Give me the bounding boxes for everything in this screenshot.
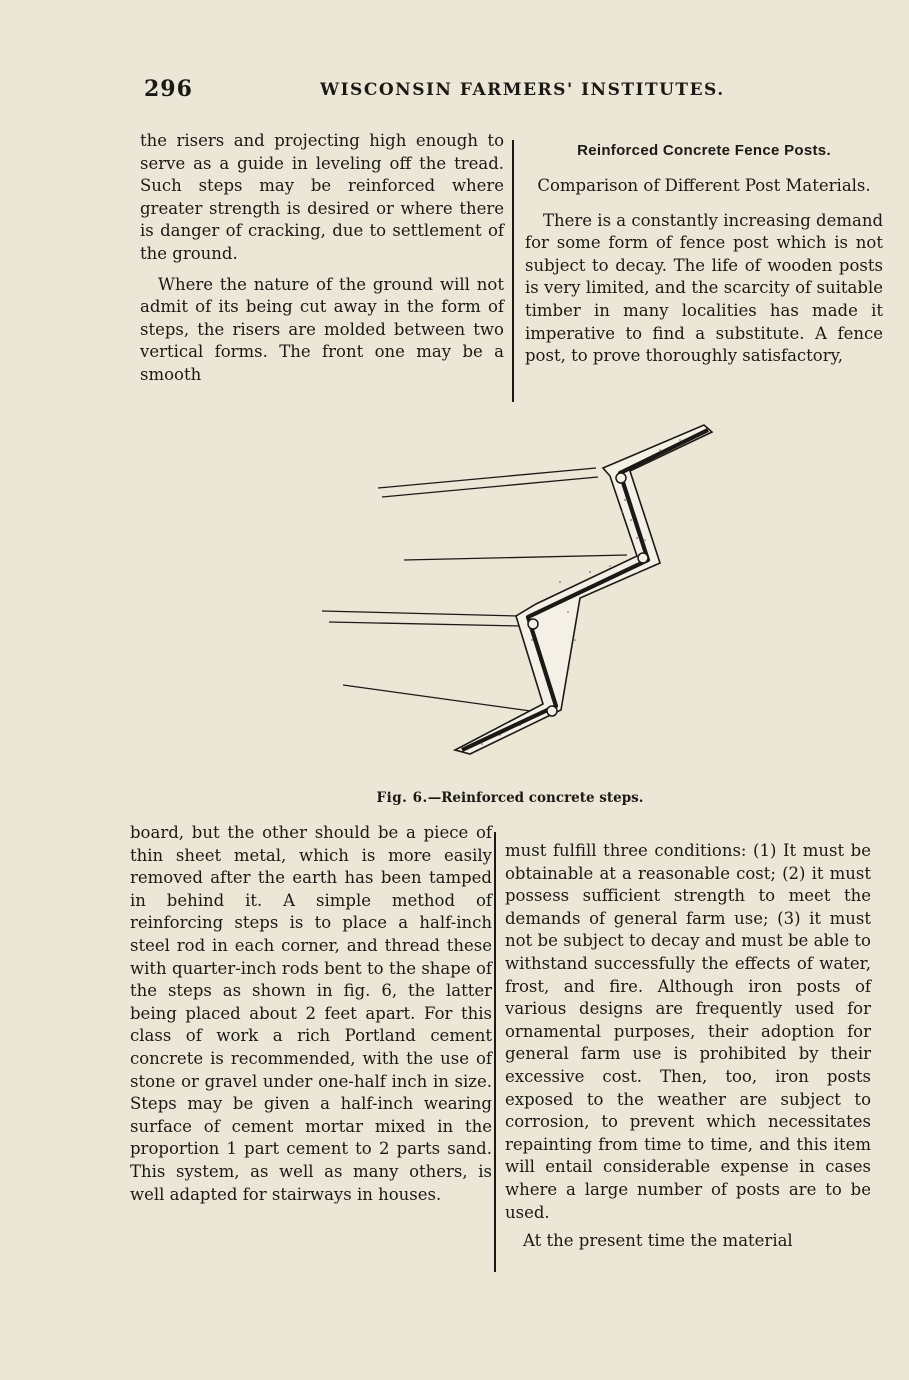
section-heading: Reinforced Concrete Fence Posts. [577,142,831,159]
corner-rod [547,706,557,716]
corner-rod [616,473,626,483]
paragraph: must fulfill three conditions: (1) It must be obtainable at a reasonable cost; (2) it must possess sufficient strength to meet the demands of general farm use; (3) it must not be subject to decay and must be able to withstand successfully the effects of water, frost, and fire. Although iron posts of various designs are frequently used for ornamental purposes, their adoption for general farm use is prohibited by their excessive cost. Then, too, iron posts exposed to the weather are subject to corrosion, to prevent which necessitates repainting from time to time, and this item will entail considerable expense in cases where a large number of posts are to be used. [505,841,871,1222]
earth-line [329,622,521,626]
column-divider [494,832,496,1272]
earth-line [322,611,519,616]
bottom-right-column [505,840,871,1253]
page-header [140,76,740,110]
paragraph: Where the nature of the ground will not admit of its being cut away in the form of steps, the risers are molded between two vertical forms. The front one may be a smooth [140,274,504,384]
bottom-left-column [130,822,492,1206]
figure-label: Fig. 6. [376,790,428,806]
running-title: WISCONSIN FARMERS' INSTITUTES. [320,80,725,100]
corner-rod [638,553,648,563]
paragraph: There is a constantly increasing demand for some form of fence post which is not subject to decay. The life of wooden posts is very limited, and the scarcity of suitable timber in many localities has made it imperative to find a substitute. A fence post, to prove thoroughly satisfactory, [525,210,884,366]
earth-line [378,468,596,488]
paragraph: board, but the other should be a piece of thin sheet metal, which is more easily removed after the earth has been tamped in behind it. A simple method of reinforcing steps is to place a half-inch steel rod in each corner, and thread these with quarter-inch rods bent to the shape of the steps as shown in fig. 6, the latter being placed about 2 feet apart. For this class of work a rich Portland cement concrete is recommended, with the use of stone or gravel under one-half inch in size. Steps may be given a half-inch wearing surface of cement mortar mixed in the proportion 1 part cement to 2 parts sand. This system, as well as many others, is well adapted for stairways in houses. [130,823,492,1204]
column-divider [512,140,514,402]
steps-diagram [320,420,720,780]
figure-caption [340,790,680,806]
corner-rod [528,619,538,629]
top-right-column [525,140,883,368]
page-number: 296 [144,76,193,102]
paragraph: the risers and projecting high enough to serve as a guide in leveling off the tread. Such steps may be reinforced where greater strength is desired or where there is danger of cracking, due to settlement of the ground. [140,131,504,263]
earth-line [382,477,598,497]
sub-heading: Comparison of Different Post Materials. [537,175,871,195]
earth-line [404,555,627,560]
paragraph: At the present time the material [523,1231,793,1251]
figure-caption-text: —Reinforced concrete steps. [427,790,644,806]
earth-line [343,685,538,712]
top-left-column [140,130,504,387]
